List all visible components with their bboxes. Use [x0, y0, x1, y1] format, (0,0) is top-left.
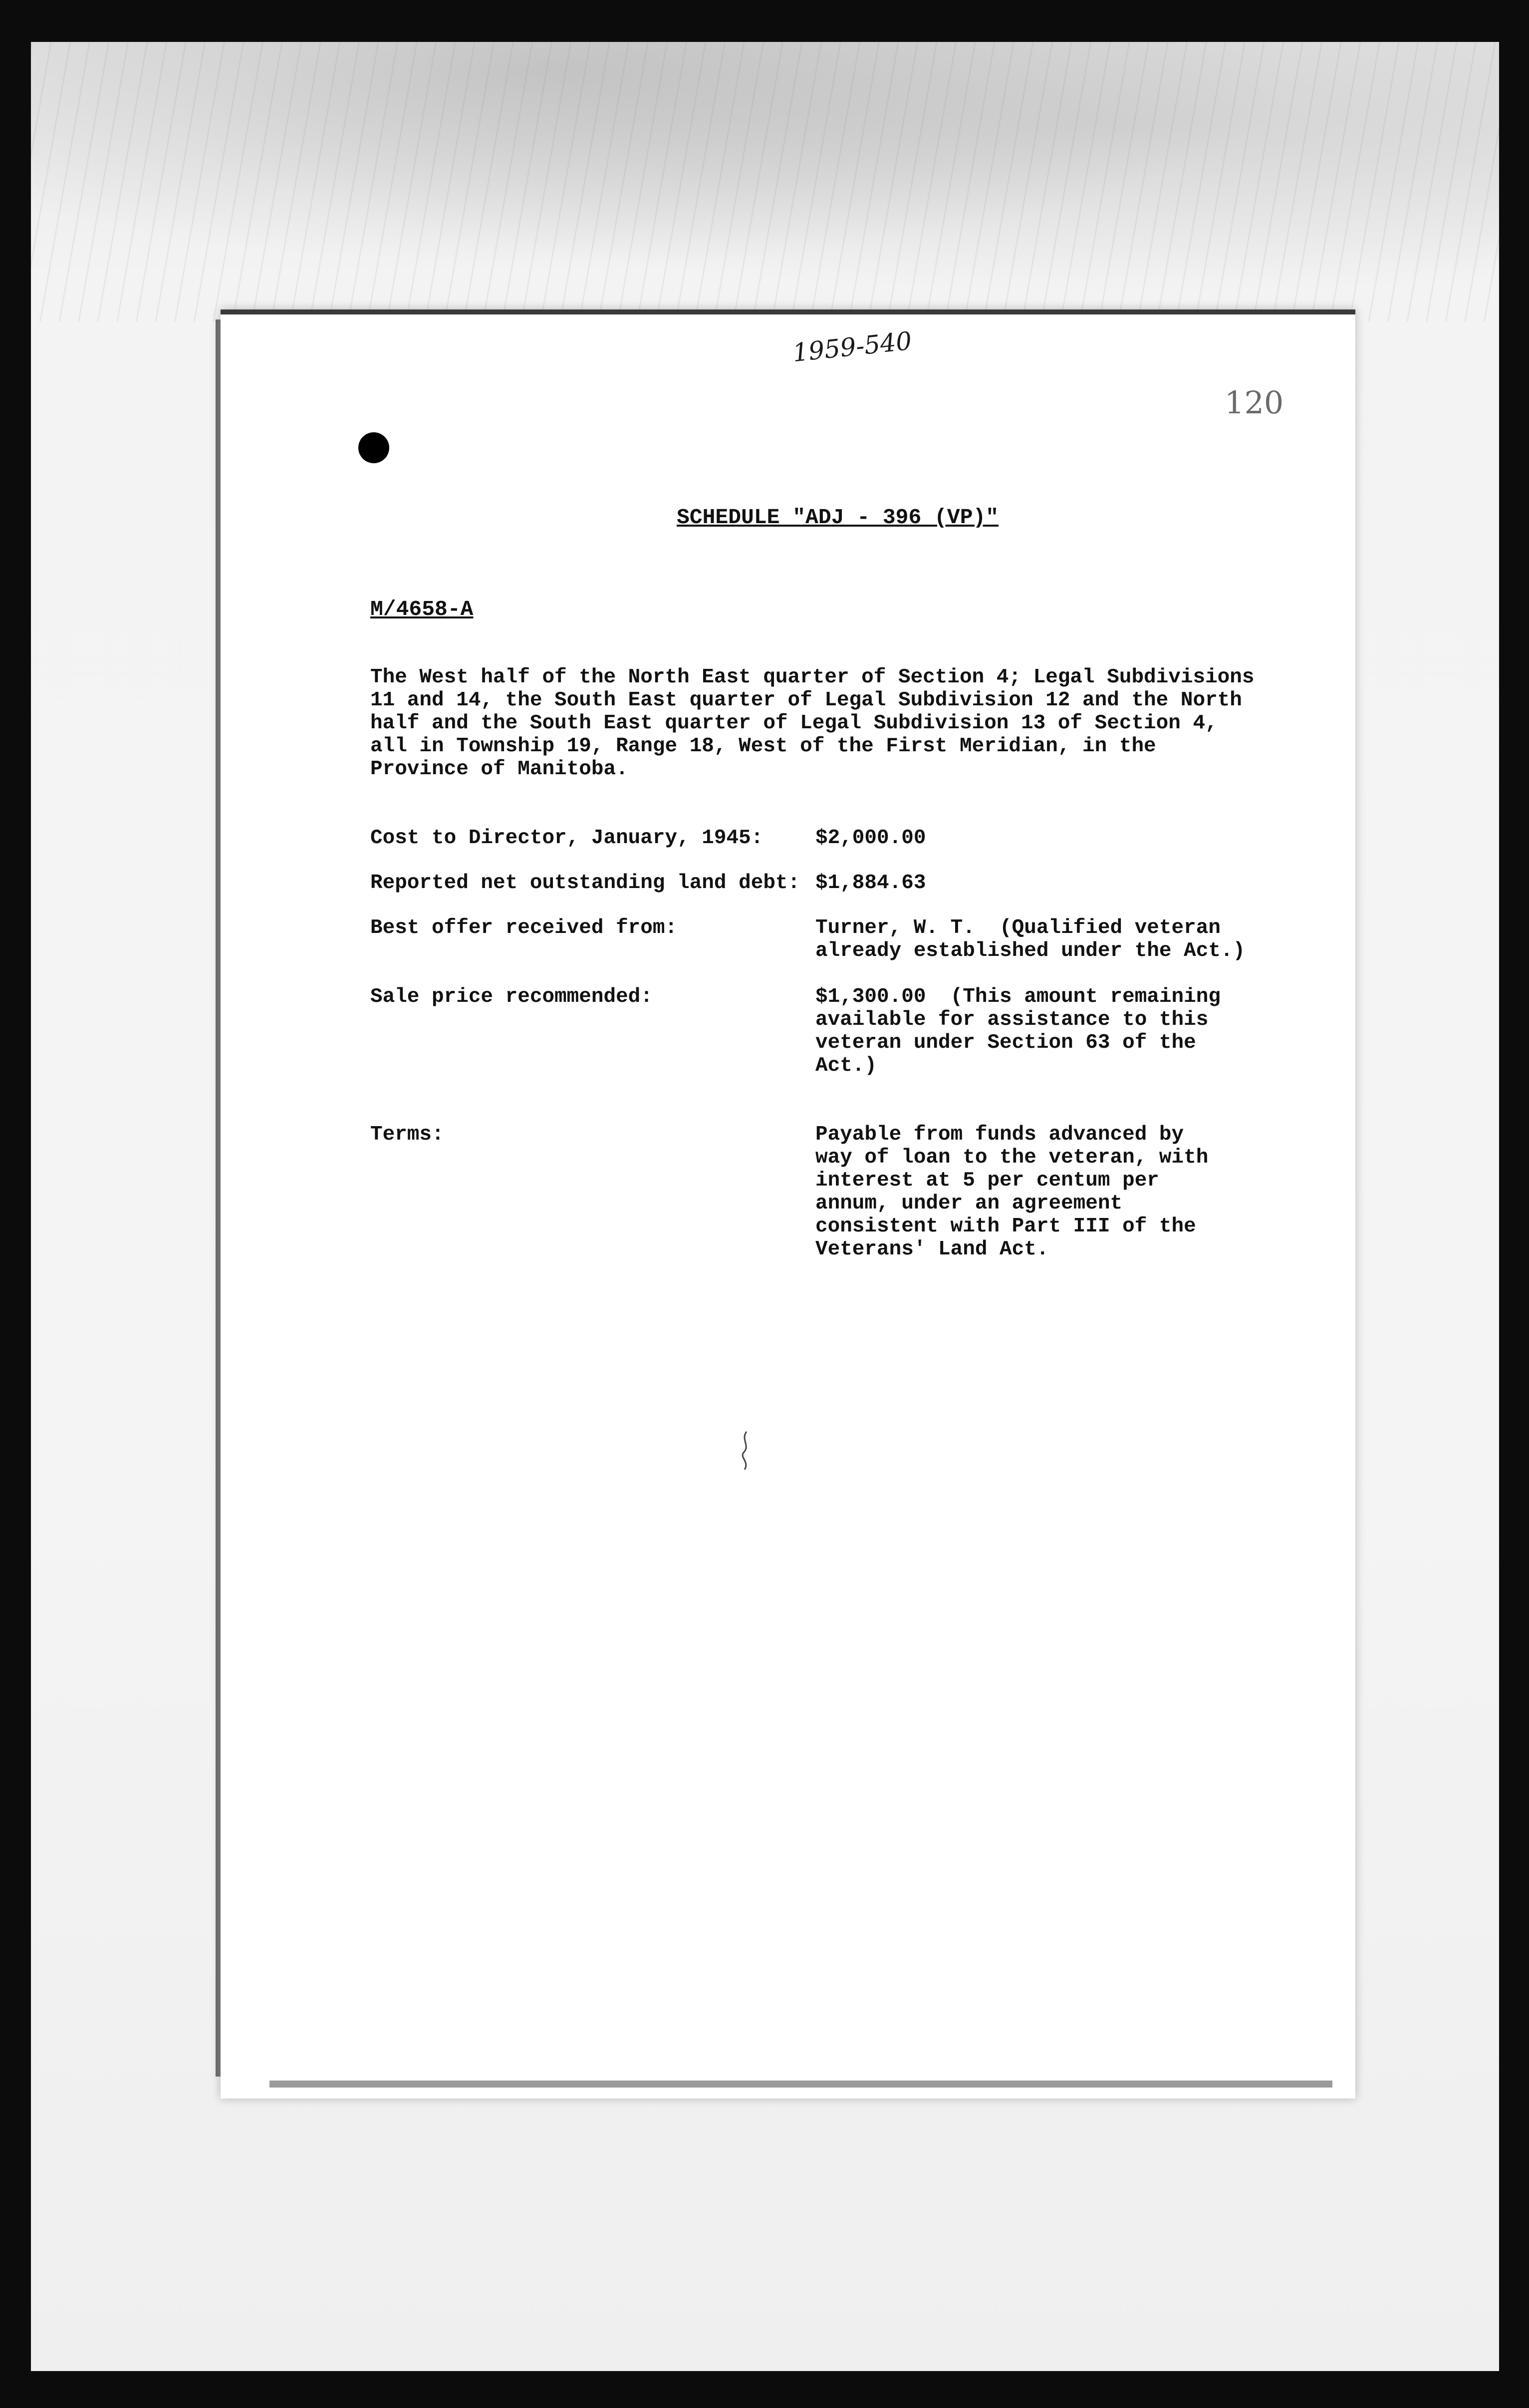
field-value: already established under the Act.): [815, 939, 1246, 962]
field-label: Terms:: [370, 1123, 444, 1146]
description-line: all in Township 19, Range 18, West of the First Meridian, in the: [370, 735, 1156, 758]
pen-mark: [738, 1431, 753, 1471]
field-value: Payable from funds advanced by: [815, 1123, 1184, 1146]
field-label: Best offer received from:: [370, 916, 678, 939]
field-label: Sale price recommended:: [370, 985, 653, 1008]
field-value: consistent with Part III of the: [815, 1215, 1196, 1238]
field-value: way of loan to the veteran, with: [815, 1146, 1209, 1169]
document-page: [221, 309, 1355, 2099]
field-value: Act.): [815, 1054, 877, 1077]
description-line: half and the South East quarter of Legal Subdivision 13 of Section 4,: [370, 712, 1218, 735]
page-number: 120: [1225, 384, 1284, 421]
field-value: $1,884.63: [815, 872, 926, 895]
field-value: Veterans' Land Act.: [815, 1238, 1049, 1261]
handwritten-reference: 1959-540: [791, 326, 913, 368]
field-value: available for assistance to this: [815, 1008, 1209, 1031]
field-label: Cost to Director, January, 1945:: [370, 827, 764, 850]
field-value: interest at 5 per centum per: [815, 1169, 1159, 1192]
description-line: The West half of the North East quarter of Section 4; Legal Subdivisions: [370, 666, 1255, 689]
field-label: Reported net outstanding land debt:: [370, 872, 800, 895]
field-value: veteran under Section 63 of the: [815, 1031, 1196, 1054]
description-line: Province of Manitoba.: [370, 758, 628, 781]
punch-hole: [358, 432, 389, 463]
description-line: 11 and 14, the South East quarter of Legal Subdivision 12 and the North: [370, 689, 1242, 712]
field-value: $1,300.00 (This amount remaining: [815, 985, 1221, 1008]
field-value: annum, under an agreement: [815, 1192, 1123, 1215]
schedule-title: SCHEDULE "ADJ - 396 (VP)": [677, 505, 999, 530]
field-value: Turner, W. T. (Qualified veteran: [815, 916, 1221, 939]
paper-edge-bottom: [269, 2081, 1332, 2088]
field-value: $2,000.00: [815, 827, 926, 850]
scan-noise: [31, 42, 1499, 321]
file-number: M/4658-A: [370, 597, 474, 621]
